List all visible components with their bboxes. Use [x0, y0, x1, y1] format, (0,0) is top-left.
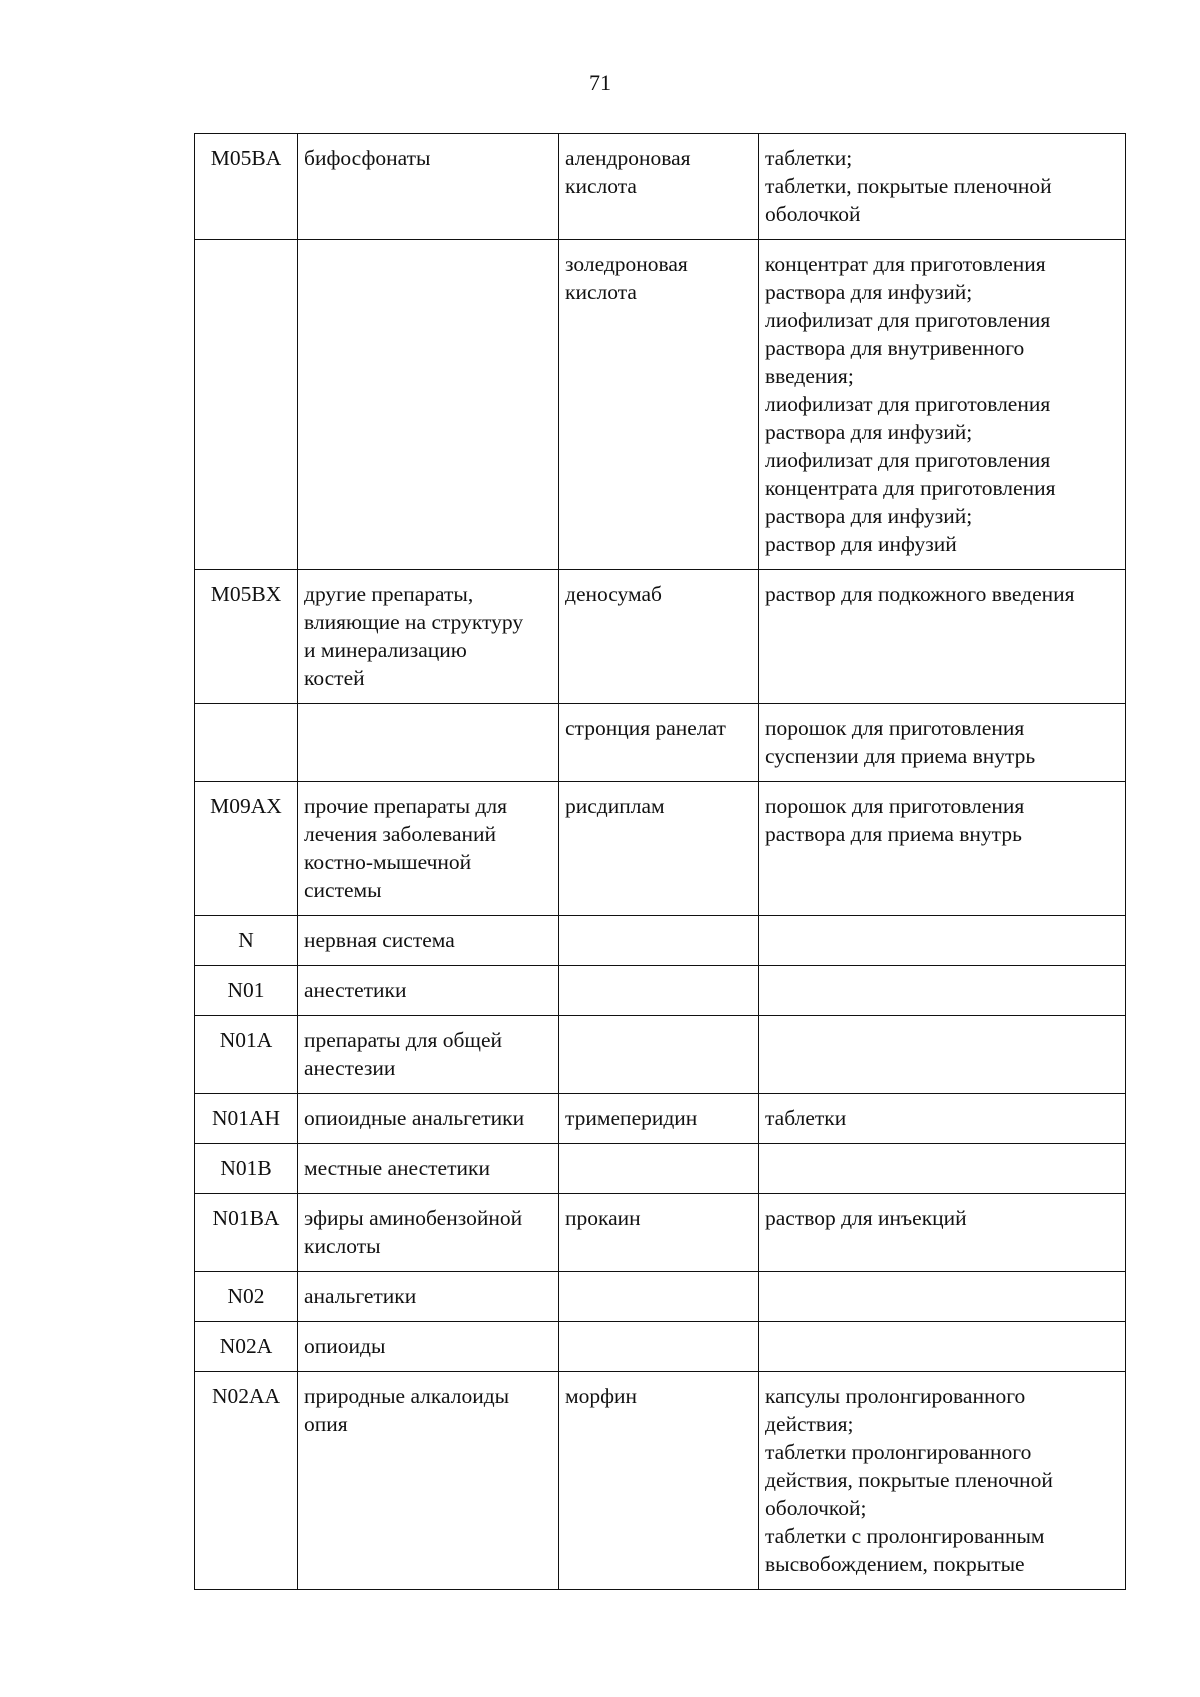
- group-name-cell: [298, 134, 559, 240]
- cell-line: действия;: [765, 1412, 854, 1436]
- table-row: [195, 240, 1126, 570]
- cell-line: кислота: [565, 174, 637, 198]
- dosage-forms-cell: [759, 916, 1126, 966]
- atc-code-cell: M05BA: [195, 134, 298, 240]
- table-row: [195, 704, 1126, 782]
- table-body: [195, 134, 1126, 1590]
- cell-line: лиофилизат для приготовления: [765, 392, 1051, 416]
- atc-code-cell: [195, 240, 298, 570]
- cell-line: таблетки, покрытые пленочной: [765, 174, 1052, 198]
- table-row: [195, 1322, 1126, 1372]
- group-name-cell: [298, 1272, 559, 1322]
- cell-line: золедроновая: [565, 252, 688, 276]
- table-row: [195, 1016, 1126, 1094]
- cell-line: суспензии для приема внутрь: [765, 744, 1036, 768]
- page-number: 71: [589, 70, 611, 95]
- cell-line: раствора для инфузий;: [765, 504, 973, 528]
- dosage-forms-cell: [759, 704, 1126, 782]
- drug-name-cell: [559, 1194, 759, 1272]
- drug-name-cell: [559, 1144, 759, 1194]
- dosage-forms-cell: [759, 134, 1126, 240]
- drug-name-cell: [559, 1094, 759, 1144]
- drug-name-cell: [559, 916, 759, 966]
- cell-line: анестетики: [304, 978, 407, 1002]
- cell-line: лиофилизат для приготовления: [765, 448, 1051, 472]
- drug-name-cell: [559, 1372, 759, 1590]
- cell-line: бифосфонаты: [304, 146, 431, 170]
- cell-line: нервная система: [304, 928, 455, 952]
- cell-line: раствора для приема внутрь: [765, 822, 1022, 846]
- group-name-cell: [298, 966, 559, 1016]
- cell-line: костно-мышечной: [304, 850, 472, 874]
- dosage-forms-cell: [759, 1272, 1126, 1322]
- cell-line: стронция ранелат: [565, 716, 726, 740]
- atc-code-cell: [195, 704, 298, 782]
- cell-line: эфиры аминобензойной: [304, 1206, 523, 1230]
- cell-line: опиоиды: [304, 1334, 386, 1358]
- cell-line: концентрат для приготовления: [765, 252, 1046, 276]
- dosage-forms-cell: [759, 240, 1126, 570]
- table-row: [195, 570, 1126, 704]
- cell-line: таблетки с пролонгированным: [765, 1524, 1045, 1548]
- group-name-cell: [298, 1144, 559, 1194]
- table-row: [195, 1144, 1126, 1194]
- cell-line: порошок для приготовления: [765, 794, 1025, 818]
- atc-code-cell: N02AA: [195, 1372, 298, 1590]
- atc-code-cell: M05BX: [195, 570, 298, 704]
- table-row: [195, 134, 1126, 240]
- table-row: [195, 1372, 1126, 1590]
- cell-line: прокаин: [565, 1206, 641, 1230]
- group-name-cell: [298, 240, 559, 570]
- cell-line: анестезии: [304, 1056, 396, 1080]
- drug-name-cell: [559, 570, 759, 704]
- cell-line: введения;: [765, 364, 854, 388]
- cell-line: деносумаб: [565, 582, 662, 606]
- cell-line: концентрата для приготовления: [765, 476, 1056, 500]
- cell-line: таблетки пролонгированного: [765, 1440, 1032, 1464]
- cell-line: высвобождением, покрытые: [765, 1552, 1025, 1576]
- drug-name-cell: [559, 966, 759, 1016]
- dosage-forms-cell: [759, 1016, 1126, 1094]
- atc-code-cell: N02: [195, 1272, 298, 1322]
- atc-code-cell: N01B: [195, 1144, 298, 1194]
- cell-line: раствор для инъекций: [765, 1206, 967, 1230]
- drug-name-cell: [559, 782, 759, 916]
- table-row: [195, 1094, 1126, 1144]
- cell-line: кислоты: [304, 1234, 381, 1258]
- group-name-cell: [298, 782, 559, 916]
- cell-line: кислота: [565, 280, 637, 304]
- atc-code-cell: M09AX: [195, 782, 298, 916]
- cell-line: оболочкой: [765, 202, 861, 226]
- dosage-forms-cell: [759, 1094, 1126, 1144]
- cell-line: тримеперидин: [565, 1106, 698, 1130]
- drug-table: [194, 133, 1126, 1590]
- dosage-forms-cell: [759, 1372, 1126, 1590]
- cell-line: оболочкой;: [765, 1496, 867, 1520]
- drug-name-cell: [559, 240, 759, 570]
- cell-line: костей: [304, 666, 365, 690]
- cell-line: опиоидные анальгетики: [304, 1106, 525, 1130]
- table-row: [195, 966, 1126, 1016]
- cell-line: опия: [304, 1412, 348, 1436]
- dosage-forms-cell: [759, 1194, 1126, 1272]
- cell-line: раствор для подкожного введения: [765, 582, 1075, 606]
- cell-line: раствора для инфузий;: [765, 420, 973, 444]
- cell-line: лиофилизат для приготовления: [765, 308, 1051, 332]
- group-name-cell: [298, 1016, 559, 1094]
- cell-line: раствор для инфузий: [765, 532, 957, 556]
- group-name-cell: [298, 1194, 559, 1272]
- atc-code-cell: N01A: [195, 1016, 298, 1094]
- table-row: [195, 782, 1126, 916]
- dosage-forms-cell: [759, 570, 1126, 704]
- table-row: [195, 1194, 1126, 1272]
- cell-line: и минерализацию: [304, 638, 467, 662]
- group-name-cell: [298, 570, 559, 704]
- cell-line: раствора для внутривенного: [765, 336, 1025, 360]
- cell-line: местные анестетики: [304, 1156, 490, 1180]
- drug-name-cell: [559, 1016, 759, 1094]
- dosage-forms-cell: [759, 966, 1126, 1016]
- dosage-forms-cell: [759, 1322, 1126, 1372]
- cell-line: рисдиплам: [565, 794, 665, 818]
- group-name-cell: [298, 1322, 559, 1372]
- cell-line: природные алкалоиды: [304, 1384, 510, 1408]
- cell-line: морфин: [565, 1384, 638, 1408]
- cell-line: таблетки: [765, 1106, 847, 1130]
- table-row: [195, 1272, 1126, 1322]
- dosage-forms-cell: [759, 782, 1126, 916]
- cell-line: влияющие на структуру: [304, 610, 524, 634]
- drug-name-cell: [559, 1322, 759, 1372]
- cell-line: прочие препараты для: [304, 794, 508, 818]
- drug-name-cell: [559, 134, 759, 240]
- group-name-cell: [298, 1094, 559, 1144]
- dosage-forms-cell: [759, 1144, 1126, 1194]
- cell-line: раствора для инфузий;: [765, 280, 973, 304]
- group-name-cell: [298, 704, 559, 782]
- table-row: [195, 916, 1126, 966]
- cell-line: системы: [304, 878, 382, 902]
- cell-line: препараты для общей: [304, 1028, 503, 1052]
- atc-code-cell: N01: [195, 966, 298, 1016]
- cell-line: порошок для приготовления: [765, 716, 1025, 740]
- cell-line: алендроновая: [565, 146, 691, 170]
- atc-code-cell: N: [195, 916, 298, 966]
- atc-code-cell: N01BA: [195, 1194, 298, 1272]
- group-name-cell: [298, 916, 559, 966]
- cell-line: лечения заболеваний: [304, 822, 497, 846]
- drug-name-cell: [559, 704, 759, 782]
- atc-code-cell: N02A: [195, 1322, 298, 1372]
- cell-line: действия, покрытые пленочной: [765, 1468, 1053, 1492]
- group-name-cell: [298, 1372, 559, 1590]
- drug-name-cell: [559, 1272, 759, 1322]
- cell-line: таблетки;: [765, 146, 853, 170]
- cell-line: капсулы пролонгированного: [765, 1384, 1026, 1408]
- cell-line: анальгетики: [304, 1284, 417, 1308]
- atc-code-cell: N01AH: [195, 1094, 298, 1144]
- cell-line: другие препараты,: [304, 582, 474, 606]
